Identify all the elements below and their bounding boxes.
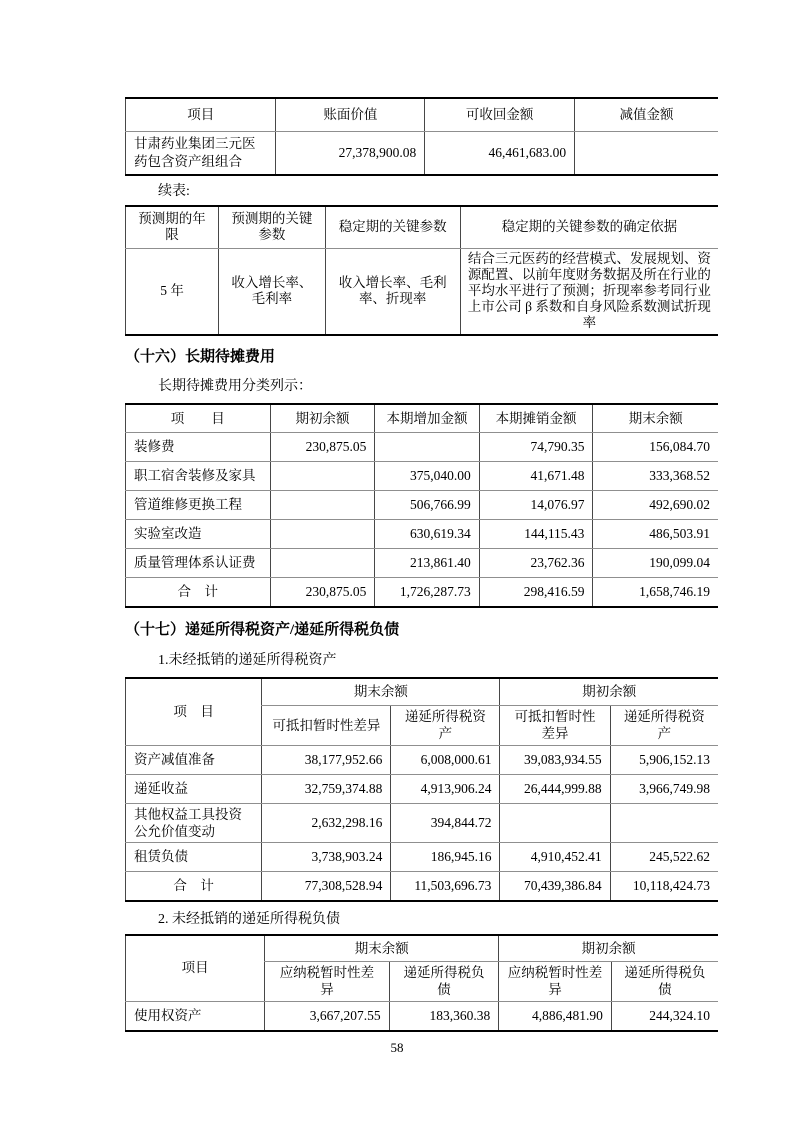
- table-footer: [126, 578, 719, 607]
- table-cell: 39,083,934.55: [500, 745, 610, 774]
- table-row: [126, 1001, 719, 1031]
- table-cell: 492,690.02: [593, 491, 718, 520]
- table-cell: 其他权益工具投资公允价值变动: [126, 803, 262, 843]
- column-header: 递延所得税负债: [611, 962, 718, 1002]
- table-cell: [270, 549, 375, 578]
- table-cell: 合 计: [126, 578, 271, 607]
- table-cell: 3,966,749.98: [610, 774, 718, 803]
- table-row: [126, 774, 719, 803]
- table-cell: 6,008,000.61: [391, 745, 500, 774]
- table-cell: 合 计: [126, 872, 262, 901]
- table-row: [126, 248, 719, 335]
- table-header-row: [126, 678, 719, 706]
- table-cell: 11,503,696.73: [391, 872, 500, 901]
- table-cell: 4,913,906.24: [391, 774, 500, 803]
- table-cell: [270, 520, 375, 549]
- table-cell: 装修费: [126, 433, 271, 462]
- table-cell: [375, 433, 479, 462]
- table-header-row: [126, 935, 719, 962]
- forecast-parameters-table: [125, 205, 718, 336]
- table-cell: 394,844.72: [391, 803, 500, 843]
- table-cell: 稳定期的关键参数: [325, 206, 460, 248]
- column-header: 项目: [126, 935, 265, 1002]
- table-cell: [575, 131, 718, 175]
- table-cell: [500, 803, 610, 843]
- table-cell: 质量管理体系认证费: [126, 549, 271, 578]
- table-row: [126, 843, 719, 872]
- table-cell: 46,461,683.00: [425, 131, 575, 175]
- table-cell: 稳定期的关键参数的确定依据: [460, 206, 718, 248]
- table-body: [126, 433, 719, 578]
- table-cell: 本期摊销金额: [479, 404, 593, 433]
- page-number: 58: [390, 1040, 404, 1055]
- table-body: [126, 745, 719, 872]
- table-cell: 10,118,424.73: [610, 872, 718, 901]
- table-cell: 183,360.38: [389, 1001, 499, 1031]
- table-cell: 4,910,452.41: [500, 843, 610, 872]
- table-cell: 使用权资产: [126, 1001, 265, 1031]
- table-cell: 32,759,374.88: [262, 774, 391, 803]
- table-cell: 630,619.34: [375, 520, 479, 549]
- column-header: 可抵扣暂时性差异: [262, 706, 391, 746]
- table-row: [126, 803, 719, 843]
- table-cell: [270, 462, 375, 491]
- table-cell: 333,368.52: [593, 462, 718, 491]
- column-group-header: 期末余额: [262, 678, 500, 706]
- table-cell: 2,632,298.16: [262, 803, 391, 843]
- table-cell: 506,766.99: [375, 491, 479, 520]
- subsection-1-title: 1.未经抵销的递延所得税资产: [158, 652, 337, 668]
- table-body: [126, 131, 719, 175]
- column-group-header: 期末余额: [265, 935, 499, 962]
- table-cell: 77,308,528.94: [262, 872, 391, 901]
- table-cell: 486,503.91: [593, 520, 718, 549]
- table-body: [126, 1001, 719, 1031]
- table-cell: 租赁负债: [126, 843, 262, 872]
- table-cell: 27,378,900.08: [276, 131, 425, 175]
- table-cell: 职工宿舍装修及家具: [126, 462, 271, 491]
- total-row: [126, 578, 719, 607]
- table-cell: 23,762.36: [479, 549, 593, 578]
- column-header: 应纳税暂时性差异: [265, 962, 389, 1002]
- table-cell: 74,790.35: [479, 433, 593, 462]
- table-cell: [270, 491, 375, 520]
- table-cell: 5 年: [126, 248, 219, 335]
- table-cell: 1,658,746.19: [593, 578, 718, 607]
- table-cell: 可收回金额: [425, 98, 575, 131]
- table-cell: 减值金额: [575, 98, 718, 131]
- table-header-row: [126, 404, 719, 433]
- total-row: [126, 872, 719, 901]
- table-row: [126, 520, 719, 549]
- table-cell: 管道维修更换工程: [126, 491, 271, 520]
- table-cell: 70,439,386.84: [500, 872, 610, 901]
- table-cell: 递延收益: [126, 774, 262, 803]
- table-row: [126, 462, 719, 491]
- table-cell: 项目: [126, 98, 276, 131]
- table-cell: 245,522.62: [610, 843, 718, 872]
- section-16-intro: 长期待摊费用分类列示：: [158, 378, 312, 394]
- column-header: 可抵扣暂时性差异: [500, 706, 610, 746]
- column-header: 递延所得税负债: [389, 962, 499, 1002]
- long-term-deferred-expenses-table: [125, 403, 718, 608]
- section-16-heading: （十六）长期待摊费用: [125, 348, 276, 365]
- table-cell: 结合三元医药的经营模式、发展规划、资源配置、以前年度财务数据及所在行业的平均水平进行了预测；折现率参考同行业上市公司 β 系数和自身风险系数测试折现率: [460, 248, 718, 335]
- table-cell: [610, 803, 718, 843]
- table-cell: 26,444,999.88: [500, 774, 610, 803]
- table-footer: [126, 872, 719, 901]
- table-cell: 收入增长率、毛利率: [219, 248, 326, 335]
- column-group-header: 期初余额: [500, 678, 718, 706]
- table-header-row: [126, 98, 719, 131]
- table-cell: 4,886,481.90: [499, 1001, 612, 1031]
- table-cell: 预测期的关键参数: [219, 206, 326, 248]
- table-cell: 期末余额: [593, 404, 718, 433]
- table-row: [126, 549, 719, 578]
- table-row: [126, 433, 719, 462]
- table-cell: 41,671.48: [479, 462, 593, 491]
- table-cell: 213,861.40: [375, 549, 479, 578]
- table-cell: 3,738,903.24: [262, 843, 391, 872]
- table-row: [126, 131, 719, 175]
- table-cell: 230,875.05: [270, 433, 375, 462]
- column-group-header: 期初余额: [499, 935, 718, 962]
- subsection-2-title: 2. 未经抵销的递延所得税负债: [158, 911, 340, 927]
- table-cell: 账面价值: [276, 98, 425, 131]
- table-cell: 190,099.04: [593, 549, 718, 578]
- table-row: [126, 745, 719, 774]
- table-body: [126, 248, 719, 335]
- table-cell: 本期增加金额: [375, 404, 479, 433]
- table-cell: 14,076.97: [479, 491, 593, 520]
- table-cell: 项 目: [126, 404, 271, 433]
- deferred-tax-assets-table: [125, 677, 718, 902]
- table-cell: 5,906,152.13: [610, 745, 718, 774]
- table-row: [126, 491, 719, 520]
- column-header: 应纳税暂时性差异: [499, 962, 612, 1002]
- table-cell: 1,726,287.73: [375, 578, 479, 607]
- column-header: 递延所得税资产: [391, 706, 500, 746]
- continued-table-label: 续表:: [158, 184, 190, 199]
- table-cell: 期初余额: [270, 404, 375, 433]
- table-cell: 3,667,207.55: [265, 1001, 389, 1031]
- table-cell: 实验室改造: [126, 520, 271, 549]
- table-cell: 144,115.43: [479, 520, 593, 549]
- page-content: [125, 0, 718, 1032]
- column-header: 递延所得税资产: [610, 706, 718, 746]
- section-17-heading: （十七）递延所得税资产/递延所得税负债: [125, 621, 400, 638]
- table-cell: 资产减值准备: [126, 745, 262, 774]
- table-cell: 186,945.16: [391, 843, 500, 872]
- column-header: 项 目: [126, 678, 262, 746]
- table-cell: 244,324.10: [611, 1001, 718, 1031]
- table-header-row: [126, 206, 719, 248]
- table-cell: 甘肃药业集团三元医药包含资产组组合: [126, 131, 276, 175]
- table-cell: 收入增长率、毛利率、折现率: [325, 248, 460, 335]
- asset-group-impairment-table: [125, 97, 718, 176]
- table-cell: 230,875.05: [270, 578, 375, 607]
- deferred-tax-liabilities-table: [125, 934, 718, 1033]
- table-cell: 38,177,952.66: [262, 745, 391, 774]
- table-cell: 375,040.00: [375, 462, 479, 491]
- table-cell: 156,084.70: [593, 433, 718, 462]
- table-cell: 298,416.59: [479, 578, 593, 607]
- table-cell: 预测期的年限: [126, 206, 219, 248]
